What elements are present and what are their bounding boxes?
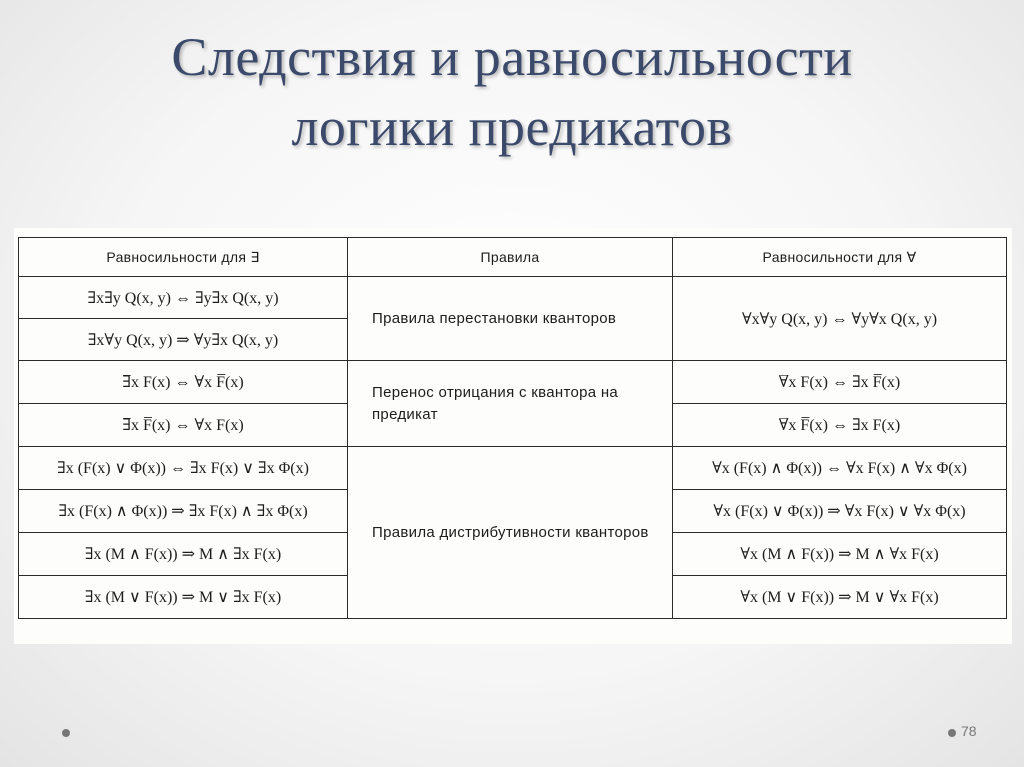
- table-row: [19, 361, 1007, 404]
- header-rules: Правила: [348, 238, 673, 277]
- slide-title: [0, 22, 1024, 162]
- forall-formula: ∀x (F(x) ∨ Φ(x)) ⇒ ∀x F(x) ∨ ∀x Φ(x): [673, 490, 1007, 533]
- rule-permutation: Правила перестановки кванторов: [348, 277, 673, 361]
- equivalences-table: [18, 237, 1007, 619]
- forall-formula: ∀̅x F̅(x) ⇔ ∃x F(x): [673, 404, 1007, 447]
- exists-formula: ∃x (F(x) ∨ Φ(x)) ⇔ ∃x F(x) ∨ ∃x Φ(x): [19, 447, 348, 490]
- table-header-row: [19, 238, 1007, 277]
- exists-formula: ∃x (M ∨ F(x)) ⇒ M ∨ ∃x F(x): [19, 576, 348, 619]
- header-forall: Равносильности для ∀: [673, 238, 1007, 277]
- forall-formula: ∀x∀y Q(x, y) ⇔ ∀y∀x Q(x, y): [673, 277, 1007, 361]
- exists-formula: ∃̅x F̅(x) ⇔ ∀x F(x): [19, 404, 348, 447]
- forall-formula: ∀x (M ∧ F(x)) ⇒ M ∧ ∀x F(x): [673, 533, 1007, 576]
- left-bullet-dot: [62, 729, 70, 737]
- title-line-2: логики предикатов: [291, 97, 733, 157]
- forall-formula: ∀̅x F(x) ⇔ ∃x F̅(x): [673, 361, 1007, 404]
- page-number: 78: [961, 723, 977, 739]
- title-line-1: Следствия и равносильности: [171, 27, 853, 87]
- right-bullet-dot: [948, 729, 956, 737]
- table-row: [19, 277, 1007, 319]
- rule-negation-transfer: Перенос отрицания с квантора на предикат: [348, 361, 673, 447]
- exists-formula: ∃x (M ∧ F(x)) ⇒ M ∧ ∃x F(x): [19, 533, 348, 576]
- exists-formula: ∃x (F(x) ∧ Φ(x)) ⇒ ∃x F(x) ∧ ∃x Φ(x): [19, 490, 348, 533]
- rule-distributivity: Правила дистрибутивности кванторов: [348, 447, 673, 619]
- exists-formula: ∃x∀y Q(x, y) ⇒ ∀y∃x Q(x, y): [19, 319, 348, 361]
- forall-formula: ∀x (F(x) ∧ Φ(x)) ⇔ ∀x F(x) ∧ ∀x Φ(x): [673, 447, 1007, 490]
- forall-formula: ∀x (M ∨ F(x)) ⇒ M ∨ ∀x F(x): [673, 576, 1007, 619]
- table-row: [19, 447, 1007, 490]
- exists-formula: ∃x∃y Q(x, y) ⇔ ∃y∃x Q(x, y): [19, 277, 348, 319]
- header-exists: Равносильности для ∃: [19, 238, 348, 277]
- exists-formula: ∃̅x F(x) ⇔ ∀x F̅(x): [19, 361, 348, 404]
